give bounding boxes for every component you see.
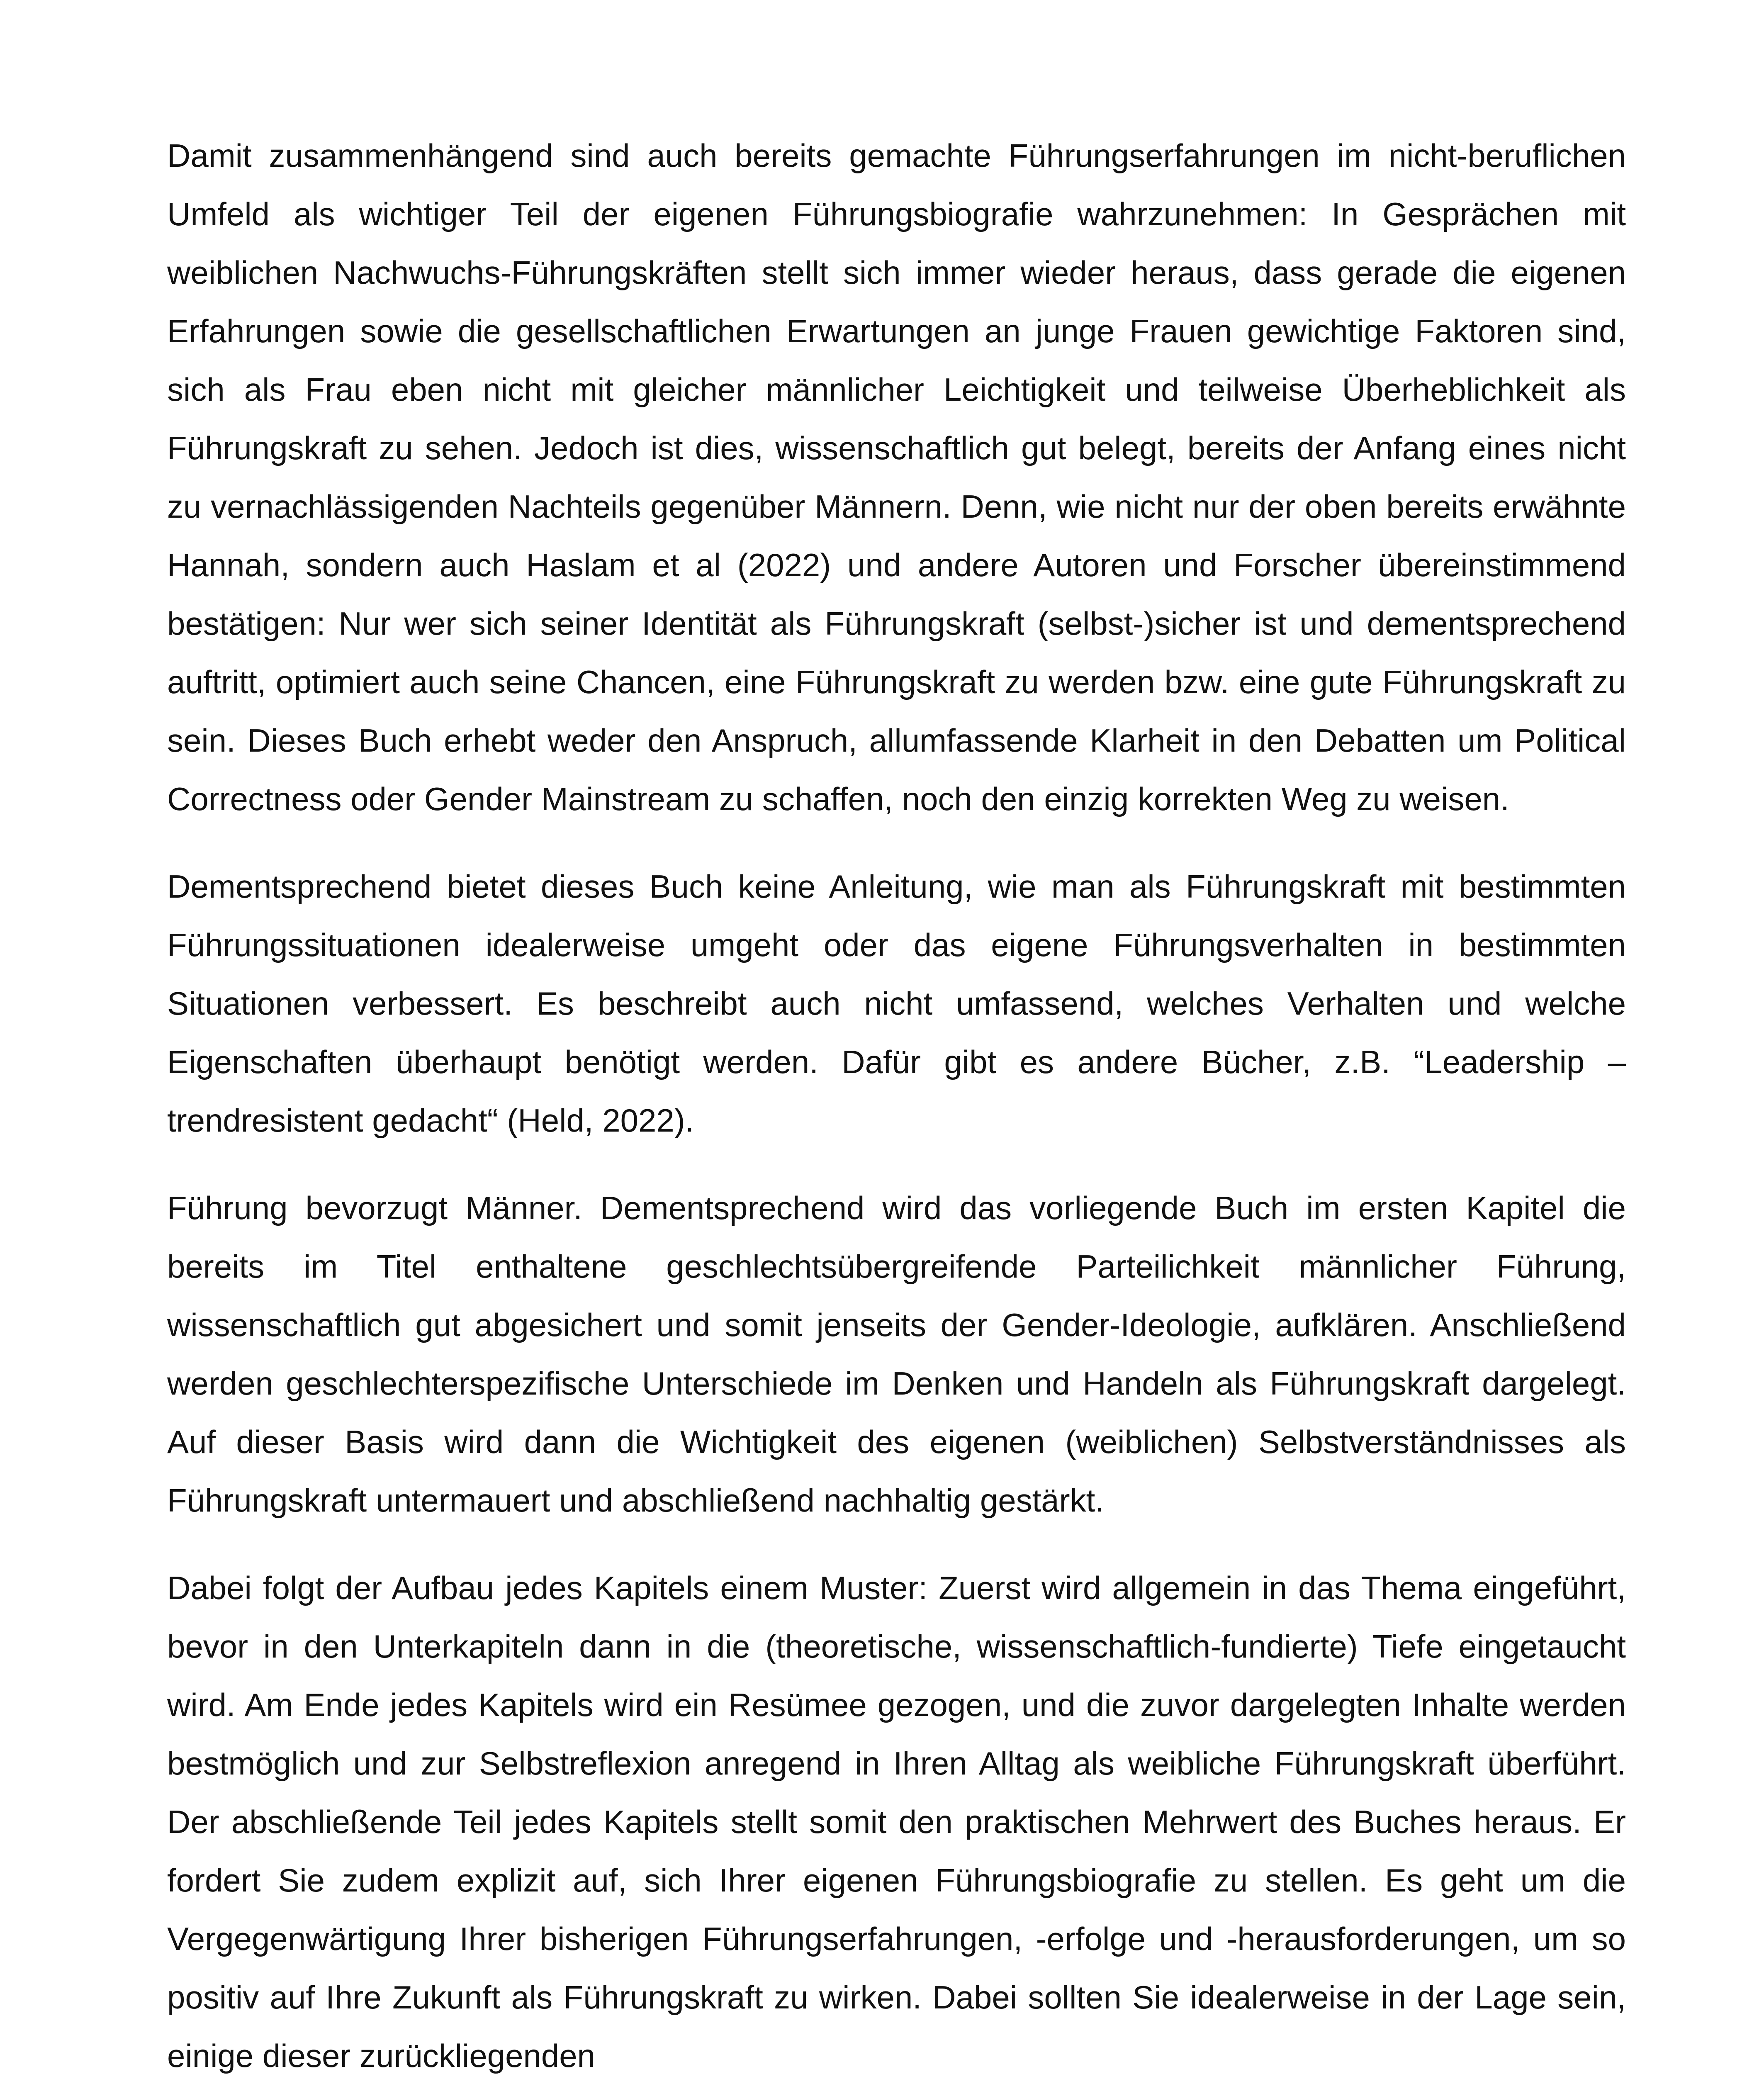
paragraph: Dabei folgt der Aufbau jedes Kapitels einem Muster: Zuerst wird allgemein in das Thema eingeführt, bevor in den Unterkapiteln dann in die (theoretische, wissenschaftlich-fundierte) Tiefe eingetaucht wird. Am Ende jedes Kapitels wird ein Resümee gezogen, und die zuvor dargelegten Inhalte werden bestmöglich und zur Selbstreflexion anregend in Ihren Alltag als weibliche Führungskraft überführt. Der abschließende Teil jedes Kapitels stellt somit den praktischen Mehrwert des Buches heraus. Er fordert Sie zudem explizit auf, sich Ihrer eigenen Führungsbiografie zu stellen. Es geht um die Vergegenwärtigung Ihrer bisherigen Führungserfahrungen, -erfolge und -herausforderungen, um so positiv auf Ihre Zukunft als Führungskraft zu wirken. Dabei sollten Sie idealerweise in der Lage sein, einige dieser zurückliegenden (167, 1570, 1626, 2074)
body-text (167, 127, 1626, 2074)
paragraph: Dementsprechend bietet dieses Buch keine Anleitung, wie man als Führungskraft mit bestimmten Führungssituationen idealerweise umgeht oder das eigene Führungsverhalten in bestimmten Situationen verbessert. Es beschreibt auch nicht umfassend, welches Verhalten und welche Eigenschaften überhaupt benötigt werden. Dafür gibt es andere Bücher, z.B. “Leadership – trendresistent gedacht“ (Held, 2022). (167, 868, 1626, 1139)
paragraph: Damit zusammenhängend sind auch bereits gemachte Führungserfahrungen im nicht-beruflichen Umfeld als wichtiger Teil der eigenen Führungsbiografie wahrzunehmen: In Gesprächen mit weiblichen Nachwuchs-Führungskräften stellt sich immer wieder heraus, dass gerade die eigenen Erfahrungen sowie die gesellschaftlichen Erwartungen an junge Frauen gewichtige Faktoren sind, sich als Frau eben nicht mit gleicher männlicher Leichtigkeit und teilweise Überheblichkeit als Führungskraft zu sehen. Jedoch ist dies, wissenschaftlich gut belegt, bereits der Anfang eines nicht zu vernachlässigenden Nachteils gegenüber Männern. Denn, wie nicht nur der oben bereits erwähnte Hannah, sondern auch Haslam et al (2022) und andere Autoren und Forscher übereinstimmend bestätigen: Nur wer sich seiner Identität als Führungskraft (selbst-)sicher ist und dementsprechend auftritt, optimiert auch seine Chancen, eine Führungskraft zu werden bzw. eine gute Führungskraft zu sein. Dieses Buch erhebt weder den Anspruch, allumfassende Klarheit in den Debatten um Political Correctness oder Gender Mainstream zu schaffen, noch den einzig korrekten Weg zu weisen. (167, 137, 1626, 817)
paragraph: Führung bevorzugt Männer. Dementsprechend wird das vorliegende Buch im ersten Kapitel die bereits im Titel enthaltene geschlechtsübergreifende Parteilichkeit männlicher Führung, wissenschaftlich gut abgesichert und somit jenseits der Gender-Ideologie, aufklären. Anschließend werden geschlechterspezifische Unterschiede im Denken und Handeln als Führungskraft dargelegt. Auf dieser Basis wird dann die Wichtigkeit des eigenen (weiblichen) Selbstverständnisses als Führungskraft untermauert und abschließend nachhaltig gestärkt. (167, 1190, 1626, 1519)
